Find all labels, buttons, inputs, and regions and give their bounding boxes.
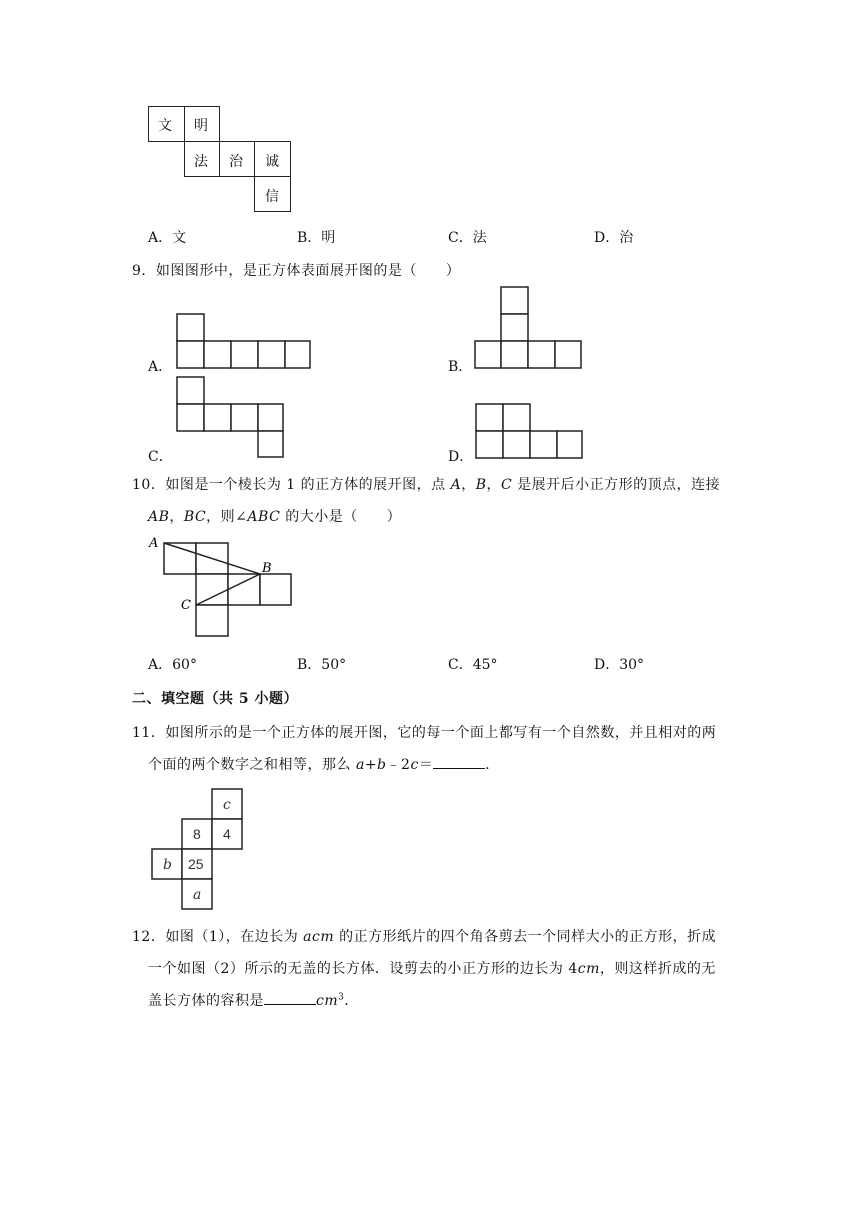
question-12-line3: 盖长方体的容积是 $cm^3$． [148, 990, 359, 1010]
net-char: 信 [265, 189, 280, 205]
q9-net-d [475, 403, 595, 473]
q9-option-a[interactable]: A． [148, 359, 173, 375]
net-square [196, 574, 228, 605]
question-11-line1: 11．如图所示的是一个正方体的展开图，它的每一个面上都写有一个自然数，并且相对的两 [132, 725, 717, 741]
q9-net-c [176, 376, 296, 466]
net-square [196, 605, 228, 636]
q9-option-c[interactable]: C． [148, 449, 173, 465]
net-char: 法 [194, 154, 209, 170]
option-c[interactable]: C．法 [448, 230, 487, 246]
q9-option-d[interactable]: D． [448, 449, 474, 465]
point-label-c: C [181, 598, 191, 613]
option-a[interactable]: A．60° [148, 657, 197, 673]
option-c[interactable]: C．45° [448, 657, 498, 673]
q9-net-b [475, 286, 595, 376]
question-10-line2: AB，BC，则∠ABC 的大小是（ ） [148, 509, 402, 525]
answer-blank[interactable] [433, 754, 485, 769]
net-value: 25 [188, 856, 204, 872]
answer-blank[interactable] [264, 990, 316, 1005]
question-11-line2: 个面的两个数字之和相等，那么 a+b﹣2c＝ ． [148, 754, 500, 774]
question-12-line2: 一个如图（2）所示的无盖的长方体．设剪去的小正方形的边长为 4cm，则这样折成的无 [148, 961, 716, 977]
question-12-line1: 12．如图（1），在边长为 acm 的正方形纸片的四个角各剪去一个同样大小的正方形，折成 [132, 929, 717, 945]
q9-option-b[interactable]: B． [448, 359, 473, 375]
net-char: 诚 [265, 154, 280, 170]
net-value: b [163, 857, 172, 873]
option-d[interactable]: D．30° [594, 657, 645, 673]
net-value: 8 [193, 826, 201, 842]
net-square [228, 574, 260, 605]
net-char: 文 [158, 118, 173, 134]
option-d[interactable]: D．治 [594, 230, 634, 246]
option-b[interactable]: B．50° [297, 657, 347, 673]
question-10-line1: 10．如图是一个棱长为 1 的正方体的展开图，点 A，B，C 是展开后小正方形的顶点，连接 [132, 477, 721, 493]
section-heading: 二、填空题（共 5 小题） [132, 691, 298, 707]
point-label-a: A [149, 536, 159, 551]
q10-net-figure [145, 532, 305, 642]
net-value: c [223, 797, 231, 813]
option-a[interactable]: A．文 [148, 230, 187, 246]
net-value: a [193, 887, 202, 903]
option-b[interactable]: B．明 [297, 230, 336, 246]
net-value: 4 [223, 826, 231, 842]
question-9-stem: 9．如图图形中，是正方体表面展开图的是（ ） [132, 263, 461, 279]
net-char: 治 [229, 154, 244, 170]
point-label-b: B [262, 561, 272, 576]
q9-net-a [176, 312, 316, 372]
net-square [260, 574, 291, 605]
net-char: 明 [194, 118, 209, 134]
q11-net-figure [150, 786, 250, 911]
